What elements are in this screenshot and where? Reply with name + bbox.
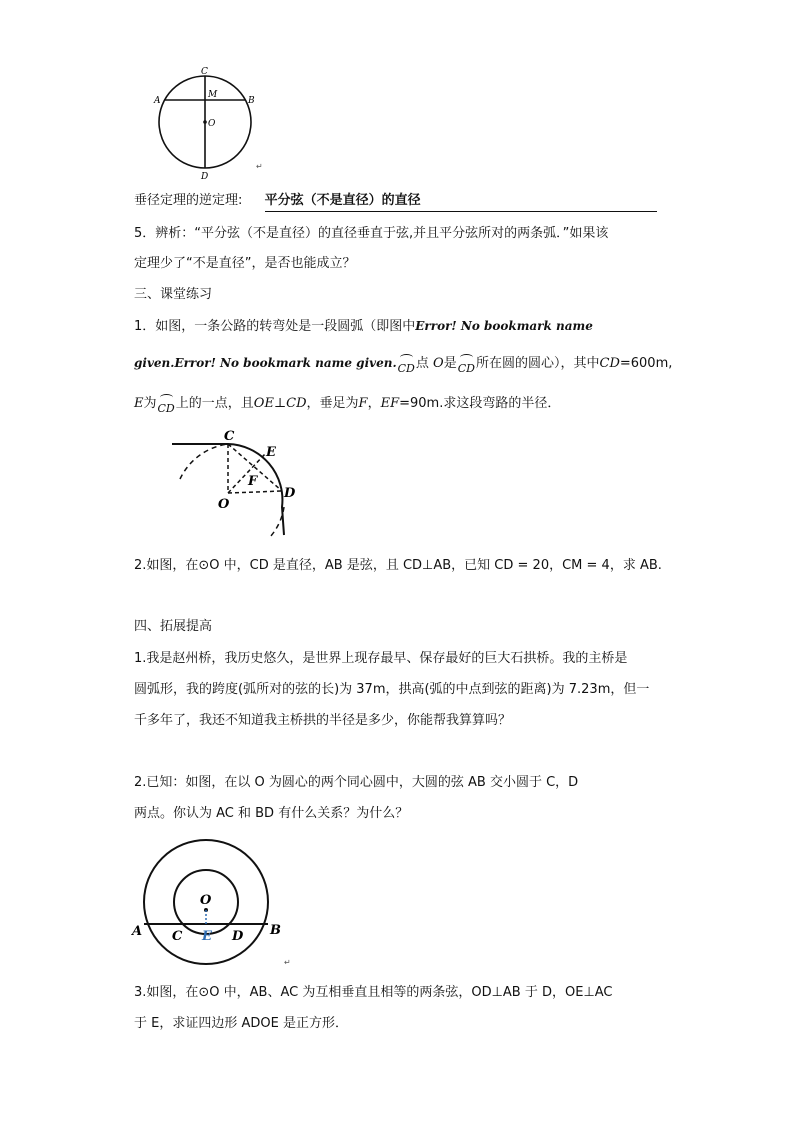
label-o: O [218, 497, 230, 512]
ex1-text-h: ， [367, 396, 381, 411]
label-c: C [201, 67, 208, 77]
label-a: A [154, 96, 161, 106]
ex1-text-d: 所在圆的圆心），其中 [475, 356, 600, 371]
label-f: F [248, 474, 258, 489]
paragraph-mark: ↵ [256, 162, 263, 171]
ex1-line3 [134, 394, 560, 414]
converse-line [134, 191, 657, 212]
label-e: E [266, 445, 276, 460]
ex1-line1 [134, 316, 593, 337]
ex1-text-g: ，垂足为 [306, 396, 359, 411]
ex1-text-c: 是 [443, 356, 457, 371]
center-dot [203, 120, 207, 124]
figure-circle-chord [150, 62, 270, 182]
ext1-line1: 1.我是赵州桥，我历史悠久，是世界上现存最早、保存最好的巨大石拱桥。我的主桥是 [134, 651, 628, 666]
figure-concentric-circles [128, 838, 298, 966]
arc-cd-2: CD [458, 359, 475, 379]
label-o: O [200, 893, 212, 908]
ex1-text-i: =90m.求这段弯路的半径． [399, 396, 561, 411]
ext2-line1: 2.已知：如图，在以 O 为圆心的两个同心圆中，大圆的弦 AB 交小圆于 C，D [134, 775, 579, 790]
label-a: A [132, 924, 143, 939]
label-d: D [201, 172, 209, 182]
ext3-line2: 于 E，求证四边形 ADOE 是正方形． [134, 1016, 348, 1031]
figure-road-curve [166, 425, 306, 545]
label-c: C [224, 429, 235, 444]
label-d: D [232, 929, 244, 944]
ext3-line1: 3.如图，在⊙O 中，AB、AC 为互相垂直且相等的两条弦，OD⊥AB 于 D，OE⊥AC [134, 985, 613, 1000]
section3-title: 三、课堂练习 [134, 287, 213, 302]
converse-label: 垂径定理的逆定理: [134, 193, 243, 208]
ex2-text: 2.如图，在⊙O 中，CD 是直径，AB 是弦，且 CD⊥AB，已知 CD = 20，CM = 4，求 AB. [134, 558, 662, 573]
ex1-cd: CD [599, 356, 620, 371]
q5-line2: 定理少了“不是直径”，是否也能成立？ [134, 256, 356, 271]
ex1-f: F [358, 396, 368, 411]
section4-title: 四、拓展提高 [134, 619, 213, 634]
dashed-od [228, 491, 282, 493]
ex1-error-text-2: given.Error! No bookmark name given. [134, 356, 397, 370]
label-b: B [270, 923, 281, 938]
arc-cd-3: CD [158, 399, 175, 419]
label-b: B [248, 96, 255, 106]
label-m: M [208, 90, 218, 100]
arc-cd-1: CD [398, 359, 415, 379]
ex1-o: O [433, 356, 444, 371]
ex1-text-f: 上的一点，且 [175, 396, 254, 411]
ex1-cd-value: =600m, [619, 356, 673, 371]
ex1-text-e: 为 [143, 396, 157, 411]
label-c: C [172, 929, 183, 944]
label-e: E [202, 929, 212, 944]
ext2-line2: 两点。你认为 AC 和 BD 有什么关系？为什么？ [134, 806, 409, 821]
ex1-line2 [134, 353, 672, 374]
ex1-ef: EF [380, 396, 400, 411]
ex1-oe-perp-cd: OE⊥CD [253, 396, 307, 411]
label-d: D [284, 486, 296, 501]
paragraph-mark-2: ↵ [284, 958, 291, 967]
ex1-text-b: 点 [415, 356, 429, 371]
ex1-text-a: 1．如图，一条公路的转弯处是一段圆弧（即图中 [134, 319, 416, 334]
ex1-e: E [134, 396, 144, 411]
label-o: O [208, 119, 216, 129]
converse-answer: 平分弦（不是直径）的直径 [265, 191, 657, 212]
ex1-error-text-1: Error! No bookmark name [415, 319, 593, 333]
q5-line1: 5．辨析：“平分弦（不是直径）的直径垂直于弦,并且平分弦所对的两条弧．”如果该 [134, 226, 609, 241]
ext1-line3: 千多年了，我还不知道我主桥拱的半径是多少，你能帮我算算吗？ [134, 713, 512, 728]
ext1-line2: 圆弧形，我的跨度(弧所对的弦的长)为 37m，拱高(弧的中点到弦的距离)为 7.23m，但一 [134, 682, 650, 697]
dashed-arc-left [180, 444, 228, 479]
